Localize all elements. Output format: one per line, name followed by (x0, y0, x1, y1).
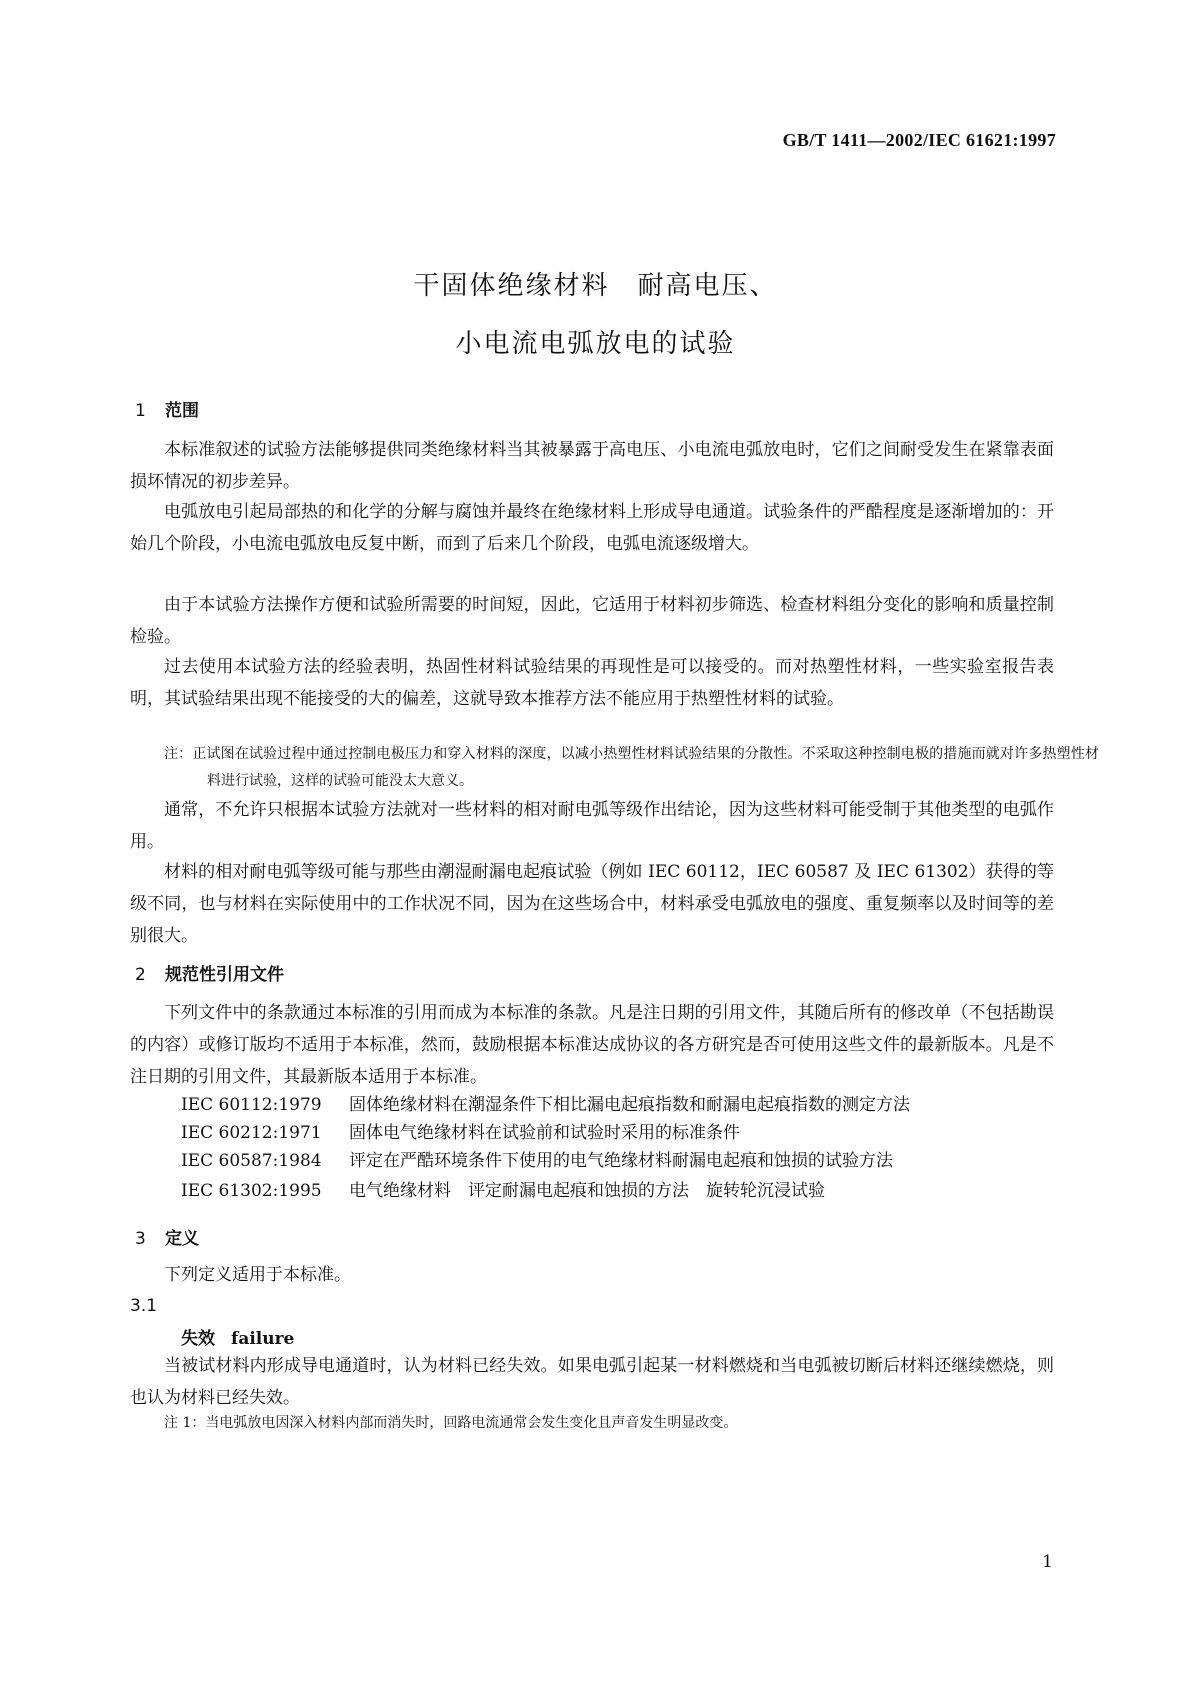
note: 注：正试图在试验过程中通过控制电极压力和穿入材料的深度，以减小热塑性材料试验结果的分散性。不采取这种控制电极的措施而就对许多热塑性材料进行试验，这样的试验可能没太大意义。 (164, 746, 1099, 789)
reference-item (181, 1176, 825, 1201)
document-title-line-2: 小电流电弧放电的试验 (455, 329, 736, 359)
paragraph: 电弧放电引起局部热的和化学的分解与腐蚀并最终在绝缘材料上形成导电通道。试验条件的严酷程度是逐渐增加的：开始几个阶段，小电流电弧放电反复中断，而到了后来几个阶段，电弧电流逐级增大。 (130, 502, 1054, 554)
reference-item (181, 1146, 893, 1171)
paragraph: 下列文件中的条款通过本标准的引用而成为本标准的条款。凡是注日期的引用文件，其随后所有的修改单（不包括勘误的内容）或修订版均不适用于本标准，然而，鼓励根据本标准达成协议的各方研究是否可使用这些文件的最新版本。凡是不注日期的引用文件，其最新版本适用于本标准。 (130, 1003, 1054, 1087)
subsection-number: 3.1 (130, 1296, 158, 1316)
reference-title: 评定在严酷环境条件下使用的电气绝缘材料耐漏电起痕和蚀损的试验方法 (349, 1151, 893, 1171)
reference-code: IEC 60587:1984 (181, 1151, 322, 1171)
definition-paragraph: 当被试材料内形成导电通道时，认为材料已经失效。如果电弧引起某一材料燃烧和当电弧被切断后材料还继续燃烧，则也认为材料已经失效。 (130, 1356, 1054, 1408)
section-title: 范围 (165, 401, 199, 421)
paragraph: 材料的相对耐电弧等级可能与那些由潮湿耐漏电起痕试验（例如 IEC 60112，IEC 60587 及 IEC 61302）获得的等级不同，也与材料在实际使用中的工作状况不同，因为在这些场合中，材料承受电弧放电的强度、重复频率以及时间等的差别很大。 (130, 862, 1054, 946)
reference-code: IEC 61302:1995 (181, 1181, 322, 1201)
term-chinese: 失效 (181, 1329, 215, 1349)
paragraph: 过去使用本试验方法的经验表明，热固性材料试验结果的再现性是可以接受的。而对热塑性材料，一些实验室报告表明，其试验结果出现不能接受的大的偏差，这就导致本推荐方法不能应用于热塑性材料的试验。 (130, 657, 1054, 709)
paragraph: 由于本试验方法操作方便和试验所需要的时间短，因此，它适用于材料初步筛选、检查材料组分变化的影响和质量控制检验。 (130, 595, 1054, 647)
reference-title: 固体绝缘材料在潮湿条件下相比漏电起痕指数和耐漏电起痕指数的测定方法 (349, 1095, 910, 1115)
paragraph: 通常，不允许只根据本试验方法就对一些材料的相对耐电弧等级作出结论，因为这些材料可能受制于其他类型的电弧作用。 (130, 800, 1054, 852)
section-number: 3 (135, 1229, 146, 1249)
reference-item (181, 1090, 910, 1115)
reference-title: 固体电气绝缘材料在试验前和试验时采用的标准条件 (349, 1123, 740, 1143)
section-number: 1 (135, 401, 146, 421)
paragraph: 下列定义适用于本标准。 (164, 1265, 351, 1285)
term-entry (181, 1324, 294, 1349)
reference-title: 电气绝缘材料 评定耐漏电起痕和蚀损的方法 旋转轮沉浸试验 (349, 1181, 825, 1201)
standard-code-header: GB/T 1411—2002/IEC 61621:1997 (782, 130, 1056, 150)
reference-code: IEC 60112:1979 (181, 1095, 322, 1115)
section-1-heading (135, 396, 199, 421)
section-number: 2 (135, 965, 146, 985)
reference-item (181, 1118, 740, 1143)
section-2-heading (135, 960, 284, 985)
note: 注 1：当电弧放电因深入材料内部而消失时，回路电流通常会发生变化且声音发生明显改变。 (164, 1415, 738, 1431)
page-number: 1 (1042, 1552, 1053, 1572)
reference-code: IEC 60212:1971 (181, 1123, 322, 1143)
section-title: 定义 (165, 1229, 199, 1249)
term-english: failure (231, 1329, 295, 1349)
document-title-line-1: 干固体绝缘材料 耐高电压、 (413, 271, 778, 301)
paragraph: 本标准叙述的试验方法能够提供同类绝缘材料当其被暴露于高电压、小电流电弧放电时，它们之间耐受发生在紧靠表面损坏情况的初步差异。 (130, 440, 1054, 492)
section-3-heading (135, 1224, 199, 1249)
section-title: 规范性引用文件 (165, 965, 284, 985)
